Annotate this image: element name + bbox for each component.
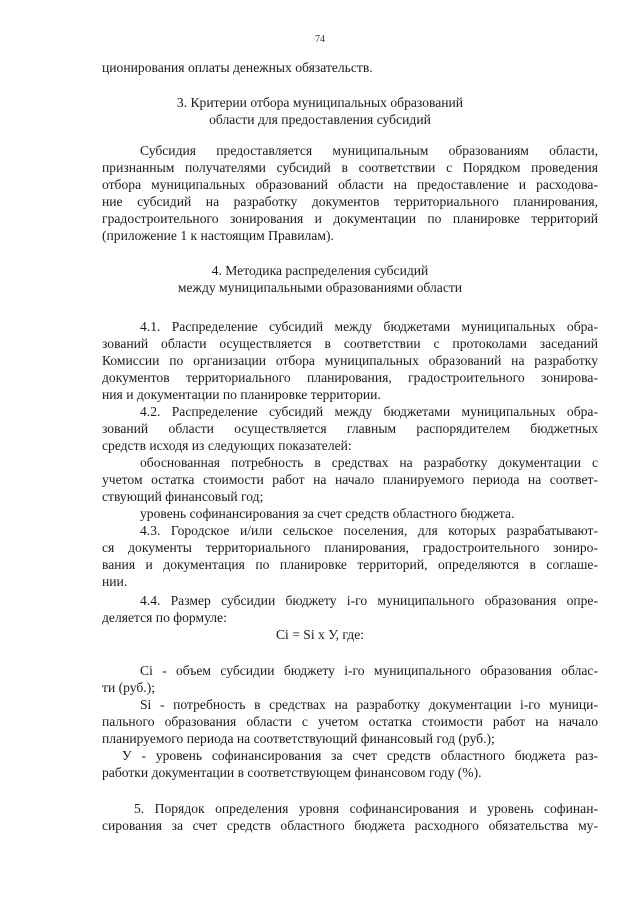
text-line: зований области осуществляется главным распорядителем бюджетных xyxy=(102,421,598,436)
text-line: признанным получателями субсидий в соответствии с Порядком проведения xyxy=(102,160,598,175)
text-line: ствующий финансовый год; xyxy=(102,489,264,504)
text-line: Субсидия предоставляется муниципальным образованиям области, xyxy=(140,143,598,158)
text-line: учетом остатка стоимости работ на начало планируемого периода на соответ- xyxy=(102,472,598,487)
section-heading: 3. Критерии отбора муниципальных образований xyxy=(176,95,464,110)
text-line: пального образования области с учетом остатка стоимости работ на начало xyxy=(102,714,598,729)
text-line: 4.4. Размер субсидии бюджету i-го муниципального образования опре- xyxy=(140,593,598,608)
text-line: зований области осуществляется в соответствии с протоколами заседаний xyxy=(102,336,598,351)
text-line: сирования за счет средств областного бюджета расходного обязательства му- xyxy=(102,818,598,833)
text-line: Si - потребность в средствах на разработку документации i-го муници- xyxy=(140,697,598,712)
text-line: 4.3. Городское и/или сельское поселения, для которых разрабатывают- xyxy=(140,523,598,538)
text-line: ся документы территориального планирования, градостроительного зониро- xyxy=(102,540,598,555)
text-line: ние субсидий на разработку документов территориального планирования, xyxy=(102,194,598,209)
text-line: 4.2. Распределение субсидий между бюджетами муниципальных обра- xyxy=(140,404,598,419)
section-heading: области для предоставления субсидий xyxy=(209,112,431,127)
text-line: уровень софинансирования за счет средств областного бюджета. xyxy=(140,506,515,521)
text-line: ния и документации по планировке территории. xyxy=(102,387,381,402)
text-line: ционирования оплаты денежных обязательств. xyxy=(102,60,373,75)
text-line: У - уровень софинансирования за счет средств областного бюджета раз- xyxy=(122,748,598,763)
page-number: 74 xyxy=(315,34,325,45)
text-line: отбора муниципальных образований области на предоставление и расходова- xyxy=(102,177,598,192)
text-line: (приложение 1 к настоящим Правилам). xyxy=(102,228,334,243)
text-line: 5. Порядок определения уровня софинансирования и уровень софинан- xyxy=(134,801,598,816)
text-line: обоснованная потребность в средствах на разработку документации с xyxy=(140,455,598,470)
text-line: 4.1. Распределение субсидий между бюджетами муниципальных обра- xyxy=(140,319,598,334)
text-line: средств исходя из следующих показателей: xyxy=(102,438,352,453)
text-line: Комиссии по организации отбора муниципальных образований на разработку xyxy=(102,353,598,368)
text-line: работки документации в соответствующем финансовом году (%). xyxy=(102,765,482,780)
section-heading: 4. Методика распределения субсидий xyxy=(211,263,429,278)
text-line: градостроительного зонирования и документации по планировке территорий xyxy=(102,211,598,226)
text-line: вания и документация по планировке территорий, определяются в соглаше- xyxy=(102,557,598,572)
text-line: деляется по формуле: xyxy=(102,610,227,625)
text-line: планируемого периода на соответствующий финансовый год (руб.); xyxy=(102,731,495,746)
text-line: документов территориального планирования, градостроительного зонирова- xyxy=(102,370,598,385)
formula: Ci = Si x У, где: xyxy=(275,627,365,642)
section-heading: между муниципальными образованиями области xyxy=(177,280,463,295)
text-line: ти (руб.); xyxy=(102,680,155,695)
text-line: Ci - объем субсидии бюджету i-го муниципального образования облас- xyxy=(140,663,598,678)
text-line: нии. xyxy=(102,574,128,589)
